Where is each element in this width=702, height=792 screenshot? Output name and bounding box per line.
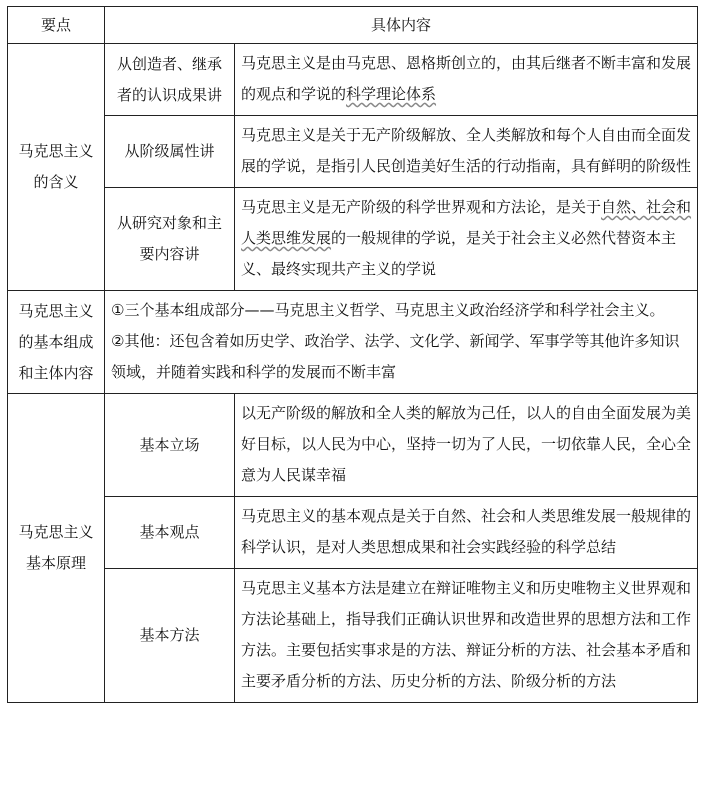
table-row bbox=[8, 44, 698, 116]
content-text: 马克思主义是关于无产阶级解放、全人类解放和每个人自由而全面发展的学说，是指引人民创造美好生活的行动指南，具有鲜明的阶级性 bbox=[241, 126, 692, 175]
table-row bbox=[8, 569, 698, 703]
table-row bbox=[8, 291, 698, 394]
row-content: 以无产阶级的解放和全人类的解放为己任，以人的自由全面发展为美好目标，以人民为中心，坚持一切为了人民，一切依靠人民，全心全意为人民谋幸福 bbox=[235, 394, 698, 497]
section-title: 马克思主义基本原理 bbox=[8, 394, 105, 703]
row-content bbox=[235, 188, 698, 291]
emphasized-text: 科学理论体系 bbox=[346, 85, 437, 103]
table-row bbox=[8, 394, 698, 497]
content-line: ①三个基本组成部分——马克思主义哲学、马克思主义政治经济学和科学社会主义。 bbox=[111, 301, 665, 319]
table-row bbox=[8, 497, 698, 569]
row-content bbox=[235, 44, 698, 116]
header-content: 具体内容 bbox=[105, 7, 698, 44]
content-line: ②其他：还包含着如历史学、政治学、法学、文化学、新闻学、军事学等其他许多知识领域，并随着实践和科学的发展而不断丰富 bbox=[111, 332, 680, 381]
row-label: 基本观点 bbox=[105, 497, 235, 569]
summary-table bbox=[7, 6, 698, 703]
table-row bbox=[8, 116, 698, 188]
section-title: 马克思主义的基本组成和主体内容 bbox=[8, 291, 105, 394]
row-label: 基本方法 bbox=[105, 569, 235, 703]
row-label: 从创造者、继承者的认识成果讲 bbox=[105, 44, 235, 116]
row-content: 马克思主义基本方法是建立在辩证唯物主义和历史唯物主义世界观和方法论基础上，指导我们正确认识世界和改造世界的思想方法和工作方法。主要包括实事求是的方法、辩证分析的方法、社会基本矛盾和主要矛盾分析的方法、历史分析的方法、阶级分析的方法 bbox=[235, 569, 698, 703]
content-text: 的一般规律的学说，是关于社会主义必然代替资本主义、最终实现共产主义的学说 bbox=[241, 229, 677, 278]
table-header-row bbox=[8, 7, 698, 44]
row-content: 马克思主义的基本观点是关于自然、社会和人类思维发展一般规律的科学认识，是对人类思想成果和社会实践经验的科学总结 bbox=[235, 497, 698, 569]
row-content bbox=[235, 116, 698, 188]
row-label: 从研究对象和主要内容讲 bbox=[105, 188, 235, 291]
header-key: 要点 bbox=[8, 7, 105, 44]
table-row bbox=[8, 188, 698, 291]
content-text: 马克思主义是无产阶级的科学世界观和方法论，是关于 bbox=[241, 198, 602, 216]
emphasized-text: 自然、社会和人类思维发展 bbox=[241, 198, 692, 247]
row-label: 基本立场 bbox=[105, 394, 235, 497]
row-content bbox=[105, 291, 698, 394]
row-label: 从阶级属性讲 bbox=[105, 116, 235, 188]
content-text: 马克思主义是由马克思、恩格斯创立的，由其后继者不断丰富和发展的观点和学说的 bbox=[241, 54, 692, 103]
section-title: 马克思主义的含义 bbox=[8, 44, 105, 291]
